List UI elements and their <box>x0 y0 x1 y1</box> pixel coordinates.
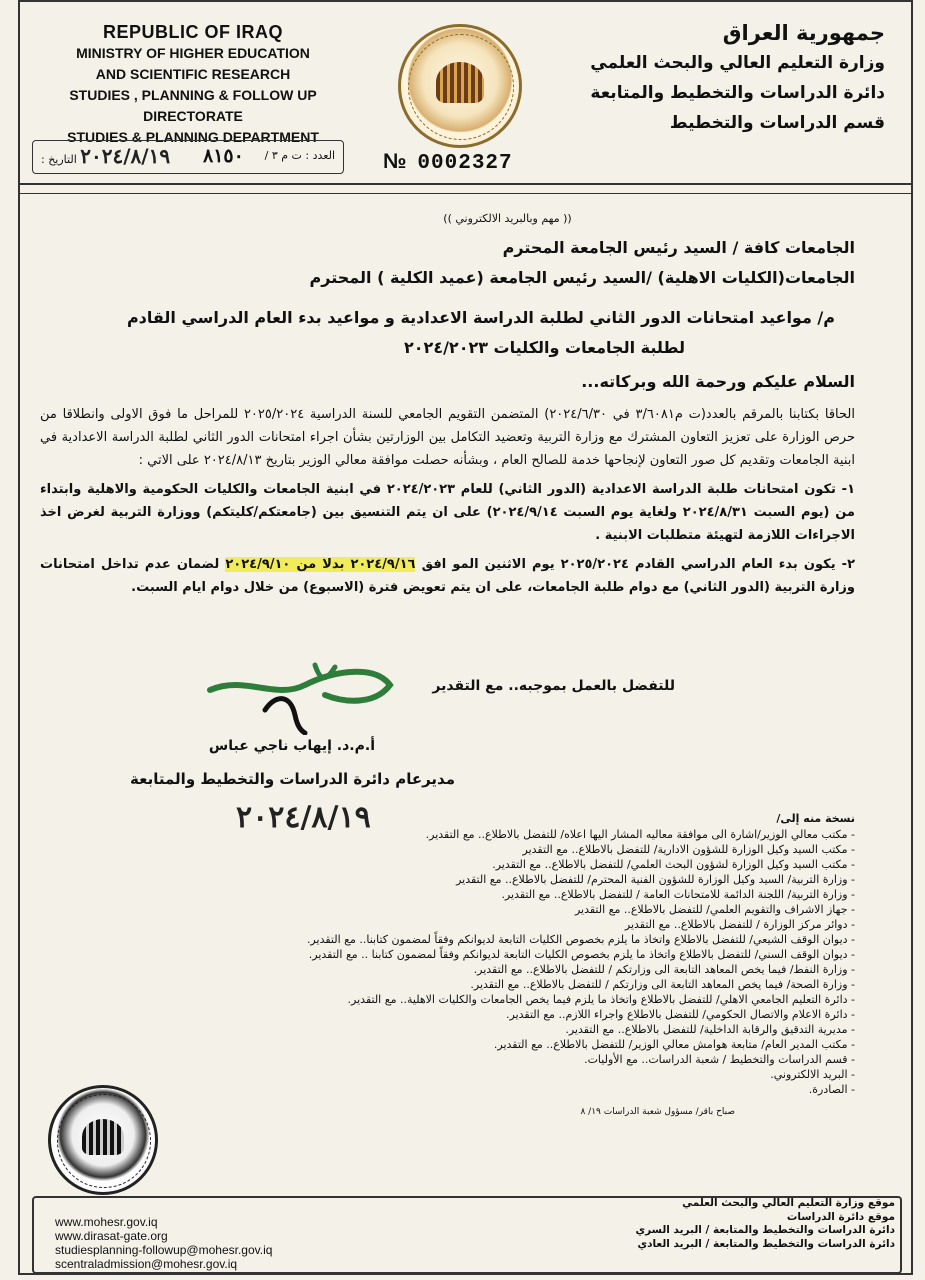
clause-1: ١- تكون امتحانات طلبة الدراسة الاعدادية (الدور الثاني) للعام ٢٠٢٤/٢٠٢٣ في ابنية الجامعات والكليات الحكومية والاهلية وابتداء من (يوم السبت ٢٠٢٤/٨/٣١ ولغاية يوم السبت ٢٠٢٤/٩/١٤) على ان يتم التنسيق بين (جامعتكم/كليتكم) ووزارة التربية لغرض اخذ الاجراءات اللازمة لتهيئة متطلبات الابنية . <box>40 482 855 543</box>
list-item: - الصادرة. <box>210 1082 855 1097</box>
typist-note: صباح باقر/ مسؤول شعبة الدراسات ١٩/ ٨ <box>580 1107 735 1117</box>
letterhead-line: STUDIES & PLANNING DEPARTMENT <box>67 129 319 145</box>
highlighted-dates: ٢٠٢٤/٩/١٦ بدلا من ٢٠٢٤/٩/١٠ <box>225 557 416 572</box>
footer-label: دائرة الدراسات والتخطيط والمتابعة / البريد العادي <box>637 1237 895 1250</box>
ministry-seal-icon <box>398 24 522 148</box>
date-value: ٢٠٢٤/٨/١٩ <box>80 144 171 168</box>
letterhead-line: MINISTRY OF HIGHER EDUCATION <box>76 45 310 61</box>
signer-name: أ.م.د. إيهاب ناجي عباس <box>208 738 375 754</box>
document-number-value: 0002327 <box>417 152 513 175</box>
list-item: - وزارة التربية/ السيد وكيل الوزارة للشؤون الفنية المحترم/ للتفضل بالاطلاع.. مع التقدير <box>210 872 855 887</box>
document-number <box>383 150 513 175</box>
clause-2-start: ٢- يكون بدء العام الدراسي القادم ٢٠٢٥/٢٠٢٤ يوم الاثنين المو افق <box>421 557 855 572</box>
copies-list <box>210 827 855 1097</box>
footer-labels <box>565 1197 895 1251</box>
signer-title: مديرعام دائرة الدراسات والتخطيط والمتابعة <box>130 770 455 788</box>
letterhead-line: دائرة الدراسات والتخطيط والمتابعة <box>590 83 885 103</box>
letterhead-line: وزارة التعليم العالي والبحث العلمي <box>590 53 885 73</box>
list-item: - وزارة التربية/ اللجنة الدائمة للامتحانات العامة / للتفضل بالاطلاع.. مع التقدير. <box>210 887 855 902</box>
list-item: - مكتب المدير العام/ متابعة هوامش معالي الوزير/ للتفضل بالاطلاع.. مع التقدير. <box>210 1037 855 1052</box>
recipient-line: الجامعات كافة / السيد رئيس الجامعة المحترم <box>502 238 855 257</box>
website-link[interactable]: www.mohesr.gov.iq <box>55 1215 158 1229</box>
letterhead-line: قسم الدراسات والتخطيط <box>669 113 885 133</box>
letter-body <box>40 212 855 599</box>
handwritten-date: ٢٠٢٤/٨/١٩ <box>236 800 371 835</box>
subject-line: لطلبة الجامعات والكليات ٢٠٢٤/٢٠٢٣ <box>404 338 685 357</box>
footer-label: موقع وزارة التعليم العالي والبحث العلمي <box>682 1197 895 1209</box>
letterhead-line: STUDIES , PLANNING & FOLLOW UP DIRECTORATE <box>69 87 317 124</box>
priority-tag: (( مهم وبالبريد الالكتروني )) <box>443 212 572 225</box>
reference-value: ٨١٥٠ <box>203 145 244 167</box>
list-item: - مكتب السيد وكيل الوزارة للشؤون الادارية/ للتفضل بالاطلاع.. مع التقدير <box>210 842 855 857</box>
letterhead-line: جمهورية العراق <box>722 21 885 45</box>
list-item: - مكتب معالي الوزير/اشارة الى موافقة معاليه المشار اليها اعلاه/ للتفضل بالاطلاع.. مع التقدير. <box>210 827 855 842</box>
letterhead-line: REPUBLIC OF IRAQ <box>102 22 283 42</box>
list-item: - مكتب السيد وكيل الوزارة لشؤون البحث العلمي/ للتفضل بالاطلاع.. مع التقدير. <box>210 857 855 872</box>
header-divider <box>18 183 913 185</box>
footer-label: موقع دائرة الدراسات <box>786 1210 895 1223</box>
email-link[interactable]: scentraladmission@mohesr.gov.iq <box>55 1257 238 1271</box>
closing-line: للتفضل بالعمل بموجبه.. مع التقدير <box>432 678 675 694</box>
list-item: - مديرية التدقيق والرقابة الداخلية/ للتفضل بالاطلاع.. مع التقدير. <box>210 1022 855 1037</box>
reference-label: العدد : ت م ٣ / <box>264 149 335 162</box>
date-label: التاريخ : <box>41 153 77 166</box>
greeting: السلام عليكم ورحمة الله وبركاته... <box>581 372 855 391</box>
list-item: - دائرة الاعلام والاتصال الحكومي/ للتفضل بالاطلاع واجراء اللازم.. مع التقدير. <box>210 1007 855 1022</box>
subject-line: م/ مواعيد امتحانات الدور الثاني لطلبة الدراسة الاعدادية و مواعيد بدء العام الدراسي القادم <box>126 308 835 327</box>
ministry-seal-stamp-icon <box>48 1085 158 1195</box>
list-item: - جهاز الاشراف والتقويم العلمي/ للتفضل بالاطلاع.. مع التقدير <box>210 902 855 917</box>
list-item: - ديوان الوقف السني/ للتفضل بالاطلاع واتخاذ ما يلزم بخصوص الكليات التابعة لديوانكم وفقاً لمضمون كتابنا .. مع التقدير. <box>210 947 855 962</box>
english-letterhead <box>28 22 358 148</box>
list-item: - وزارة الصحة/ فيما يخص المعاهد التابعة الى وزارتكم / للتفضل بالاطلاع.. مع التقدير. <box>210 977 855 992</box>
copies-heading: نسخة منه إلى/ <box>776 812 855 825</box>
number-sign: № <box>383 150 408 173</box>
intro-paragraph: الحاقا بكتابنا بالمرقم بالعدد(ت م٣/٦٠٨١ في ٢٠٢٤/٦/٣٠) المتضمن التقويم الجامعي للسنة الدراسية ٢٠٢٥/٢٠٢٤ للمراحل ما فوق الاولى وانطلاقا من حرص الوزارة على تعزيز التعاون المشترك مع وزارة التربية وتعضيد التكامل بين الوزارتين بشأن اجراء امتحانات الدور الثاني لطلبة الدراسة الاعدادية في ابنية الجامعات وتقديم كل صور التعاون لإنجاحها خدمة للصالح العام ، وبشأنه حصلت موافقة معالي الوزير بتاريخ ٢٠٢٤/٨/١٣ على الاتي : <box>40 407 855 468</box>
date-field <box>41 144 170 168</box>
clause-2 <box>40 553 855 599</box>
website-link[interactable]: www.dirasat-gate.org <box>55 1229 168 1243</box>
arabic-letterhead <box>555 18 885 138</box>
list-item: - البريد الالكتروني. <box>210 1067 855 1082</box>
recipient-line: الجامعات(الكليات الاهلية) /السيد رئيس الجامعة (عميد الكلية ) المحترم <box>309 268 855 287</box>
letterhead-line: AND SCIENTIFIC RESEARCH <box>95 66 291 82</box>
list-item: - دائرة التعليم الجامعي الاهلي/ للتفضل بالاطلاع واتخاذ ما يلزم فيما يخص الجامعات والكليات الاهلية.. مع التقدير. <box>210 992 855 1007</box>
email-link[interactable]: studiesplanning-followup@mohesr.gov.iq <box>55 1243 273 1257</box>
signature-icon <box>205 655 395 735</box>
list-item: - وزارة النفط/ فيما يخص المعاهد التابعة الى وزارتكم / للتفضل بالاطلاع.. مع التقدير. <box>210 962 855 977</box>
reference-box <box>32 140 344 174</box>
footer-links <box>55 1215 272 1271</box>
footer-label: دائرة الدراسات والتخطيط والمتابعة / البريد السري <box>635 1224 895 1236</box>
header-divider <box>18 193 913 194</box>
list-item: - دوائر مركز الوزارة / للتفضل بالاطلاع.. مع التقدير <box>210 917 855 932</box>
copies-section <box>210 812 855 1117</box>
list-item: - ديوان الوقف الشيعي/ للتفضل بالاطلاع واتخاذ ما يلزم بخصوص الكليات التابعة لديوانكم وفقاً لمضمون كتابنا.. مع التقدير. <box>210 932 855 947</box>
list-item: - قسم الدراسات والتخطيط / شعبة الدراسات.. مع الأوليات. <box>210 1052 855 1067</box>
clause-2-end: لضمان عدم تداخل امتحانات وزارة التربية (الدور الثاني) مع دوام طلبة الجامعات، على ان يتم تعويض فترة (الاسبوع) من خلال دوام ايام السبت. <box>40 557 855 595</box>
